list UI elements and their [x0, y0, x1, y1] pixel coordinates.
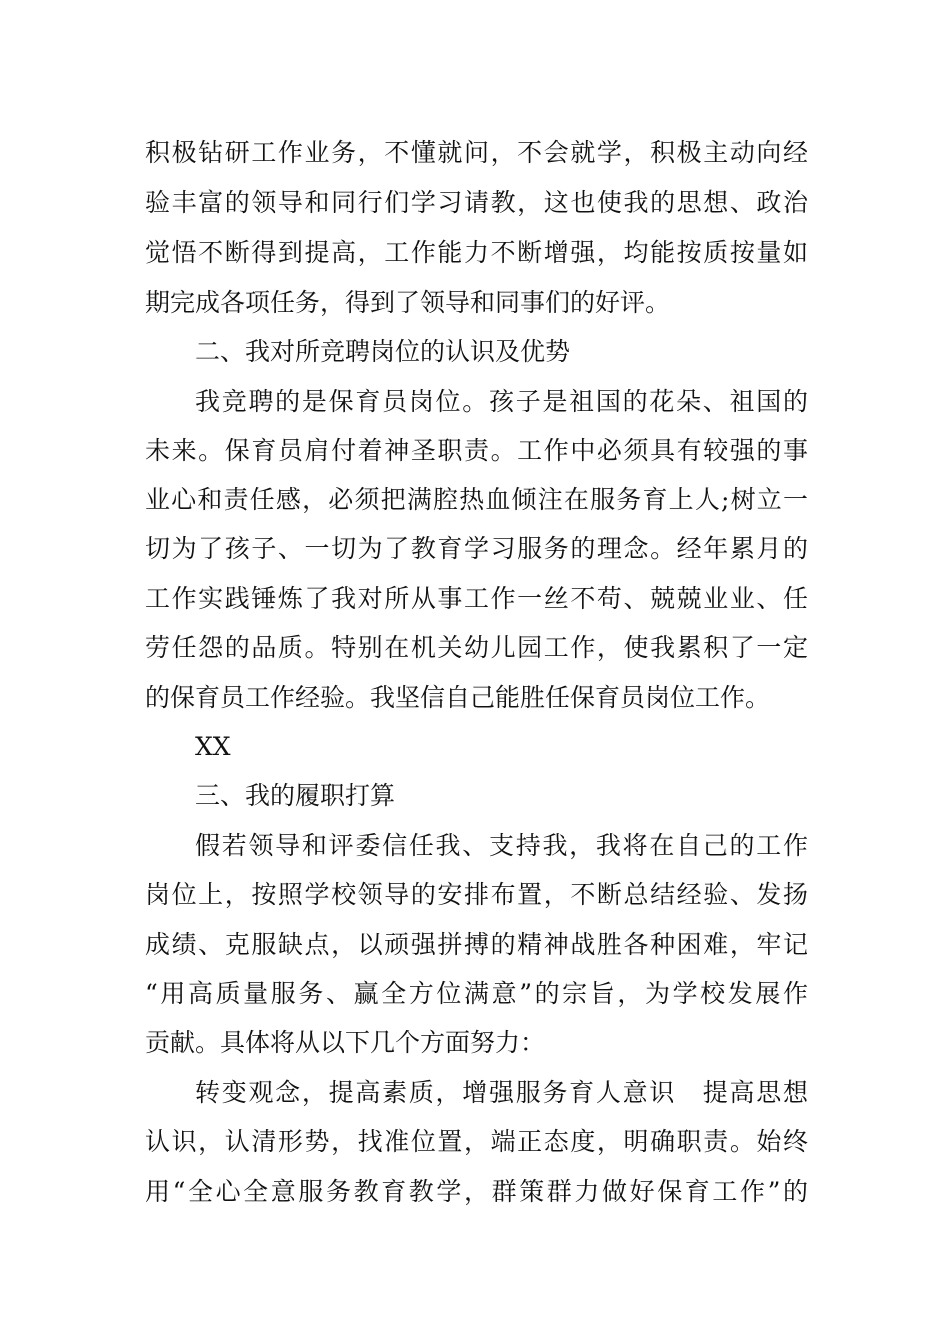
body-text-line: 期完成各项任务，得到了领导和同事们的好评。: [145, 288, 671, 317]
body-text-line: 贡献。具体将从以下几个方面努力：: [145, 1028, 546, 1057]
paragraph-first-line: 我竞聘的是保育员岗位。孩子是祖国的花朵、祖国的: [195, 387, 808, 416]
paragraph-first-line: 假若领导和评委信任我、支持我，我将在自己的工作: [195, 831, 808, 860]
body-text-line: 验丰富的领导和同行们学习请教，这也使我的思想、政治: [145, 188, 808, 217]
body-text-line: 积极钻研工作业务，不懂就问，不会就学，积极主动向经: [145, 138, 808, 167]
body-text-line: 劳任怨的品质。特别在机关幼儿园工作，使我累积了一定: [145, 633, 808, 662]
body-text-line: 业心和责任感，必须把满腔热血倾注在服务育上人;树立一: [145, 485, 808, 514]
body-text-line: 工作实践锤炼了我对所从事工作一丝不苟、兢兢业业、任: [145, 584, 808, 613]
body-text-line: “用高质量服务、赢全方位满意”的宗旨，为学校发展作: [145, 979, 808, 1008]
paragraph-first-line: 转变观念，提高素质，增强服务育人意识 提高思想: [195, 1078, 808, 1107]
body-text-line: 觉悟不断得到提高，工作能力不断增强，均能按质按量如: [145, 238, 808, 267]
body-text-line: 成绩、克服缺点，以顽强拼搏的精神战胜各种困难，牢记: [145, 930, 808, 959]
body-text-line: 切为了孩子、一切为了教育学习服务的理念。经年累月的: [145, 534, 808, 563]
body-text-line: 的保育员工作经验。我坚信自己能胜任保育员岗位工作。: [145, 683, 771, 712]
body-text-line: 认识，认清形势，找准位置，端正态度，明确职责。始终: [145, 1127, 808, 1156]
section-heading: 三、我的履职打算: [195, 781, 396, 810]
placeholder-text: XX: [195, 732, 231, 761]
body-text-line: 未来。保育员肩付着神圣职责。工作中必须具有较强的事: [145, 436, 808, 465]
body-text-line: 用“全心全意服务教育教学，群策群力做好保育工作”的: [145, 1177, 808, 1206]
body-text-line: 岗位上，按照学校领导的安排布置，不断总结经验、发扬: [145, 880, 808, 909]
section-heading: 二、我对所竞聘岗位的认识及优势: [195, 337, 571, 366]
